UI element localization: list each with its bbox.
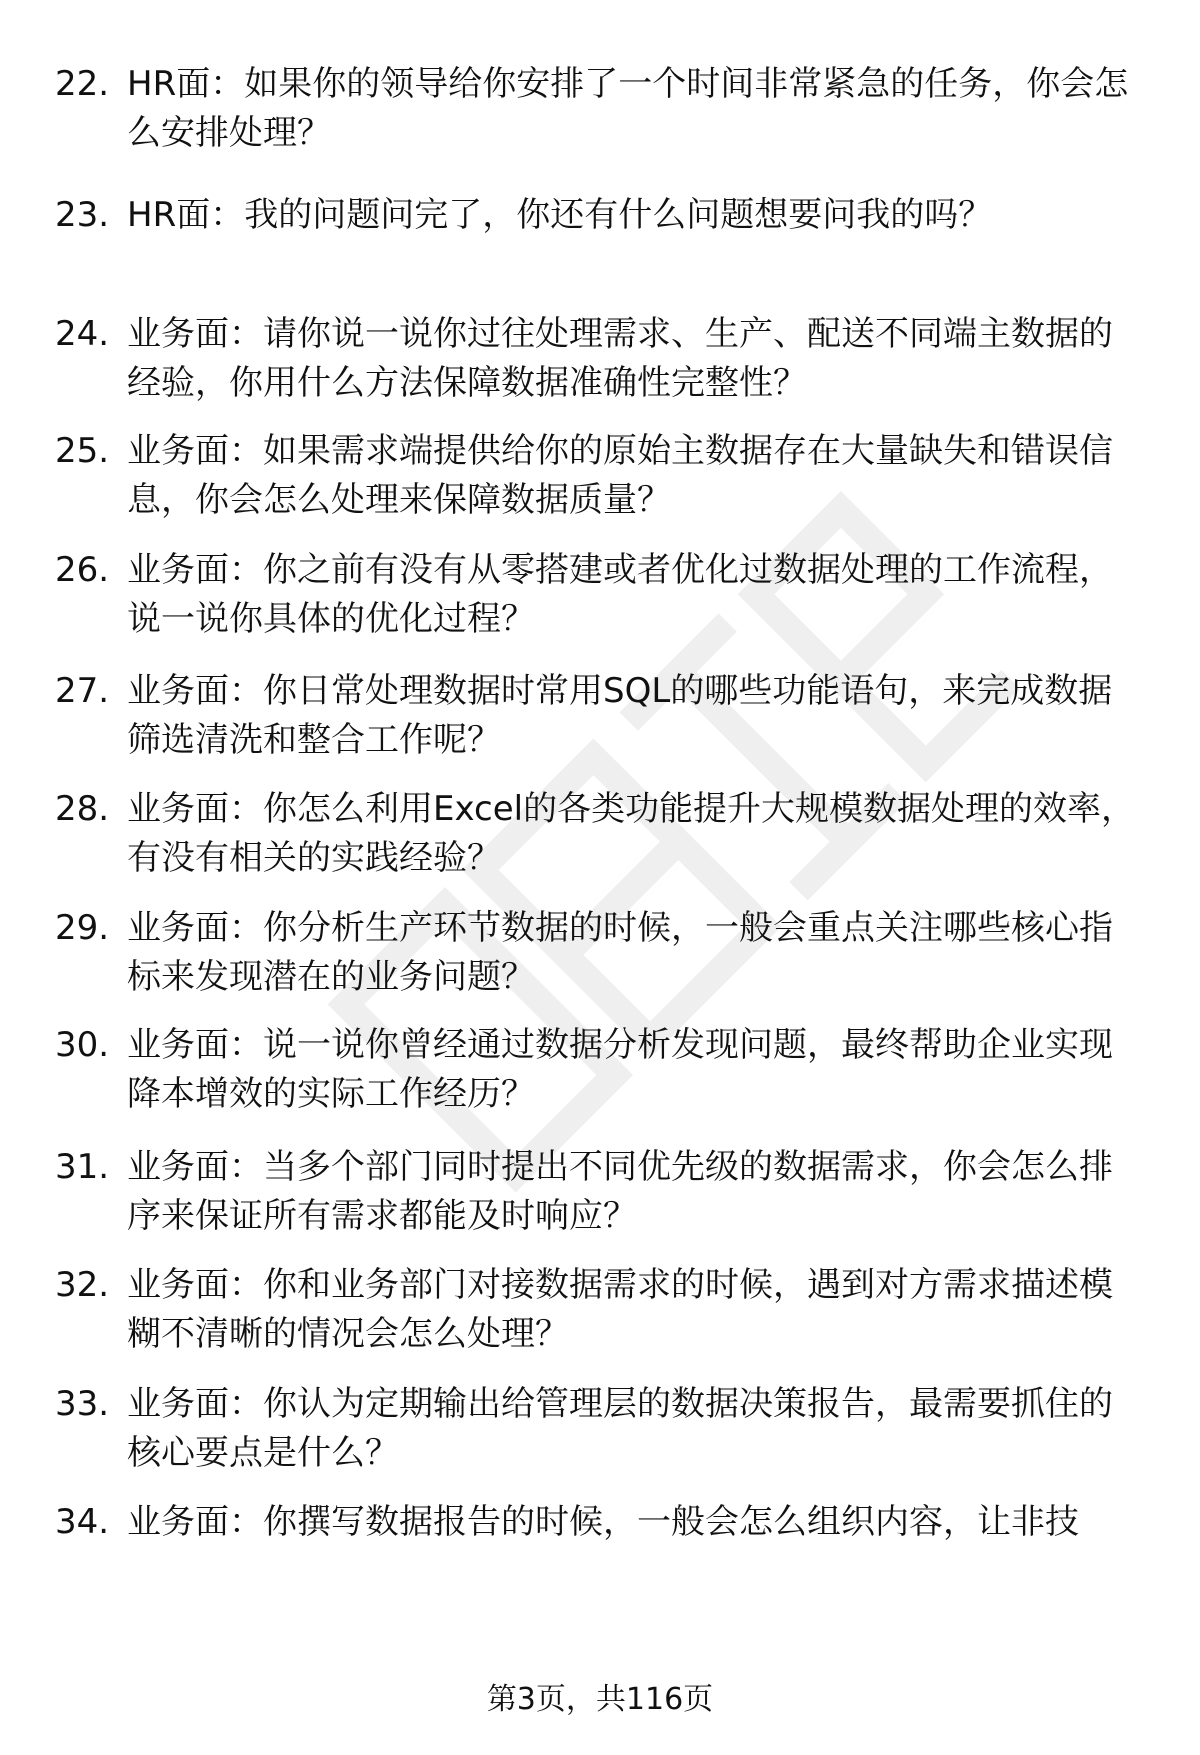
question-text: 业务面：你和业务部门对接数据需求的时候，遇到对方需求描述模糊不清晰的情况会怎么处理？: [127, 1265, 1113, 1354]
question-item: [55, 1143, 1155, 1261]
question-text: 业务面：你分析生产环节数据的时候，一般会重点关注哪些核心指标来发现潜在的业务问题？: [127, 908, 1113, 997]
question-text: 业务面：你怎么利用Excel的各类功能提升大规模数据处理的效率，有没有相关的实践经验？: [127, 789, 1136, 878]
question-item: [55, 191, 1155, 310]
question-list: [55, 60, 1155, 1558]
question-text: HR面：我的问题问完了，你还有什么问题想要问我的吗？: [127, 195, 993, 235]
question-text: 业务面：你撰写数据报告的时候，一般会怎么组织内容，让非技: [127, 1502, 1079, 1542]
question-number: 27.: [55, 671, 110, 711]
question-item: [55, 427, 1155, 546]
question-number: 26.: [55, 550, 110, 590]
question-number: 25.: [55, 431, 110, 471]
question-text: 业务面：当多个部门同时提出不同优先级的数据需求，你会怎么排序来保证所有需求都能及时响应？: [127, 1147, 1113, 1236]
question-number: 30.: [55, 1025, 110, 1065]
question-item: [55, 1021, 1155, 1143]
question-number: 28.: [55, 789, 110, 829]
question-number: 34.: [55, 1502, 110, 1542]
question-text: 业务面：请你说一说你过往处理需求、生产、配送不同端主数据的经验，你用什么方法保障数据准确性完整性？: [127, 314, 1113, 403]
question-number: 23.: [55, 195, 110, 235]
question-number: 31.: [55, 1147, 110, 1187]
question-item: [55, 1498, 1155, 1558]
question-text: 业务面：如果需求端提供给你的原始主数据存在大量缺失和错误信息，你会怎么处理来保障数据质量？: [127, 431, 1113, 520]
question-item: [55, 60, 1155, 191]
question-item: [55, 667, 1155, 785]
question-text: HR面：如果你的领导给你安排了一个时间非常紧急的任务，你会怎么安排处理？: [127, 64, 1129, 153]
question-item: [55, 1380, 1155, 1498]
question-text: 业务面：你日常处理数据时常用SQL的哪些功能语句，来完成数据筛选清洗和整合工作呢？: [127, 671, 1113, 760]
question-text: 业务面：你认为定期输出给管理层的数据决策报告，最需要抓住的核心要点是什么？: [127, 1384, 1113, 1473]
question-number: 24.: [55, 314, 110, 354]
question-number: 29.: [55, 908, 110, 948]
question-text: 业务面：你之前有没有从零搭建或者优化过数据处理的工作流程，说一说你具体的优化过程？: [127, 550, 1113, 639]
question-item: [55, 904, 1155, 1021]
question-item: [55, 785, 1155, 904]
question-number: 32.: [55, 1265, 110, 1305]
question-text: 业务面：说一说你曾经通过数据分析发现问题，最终帮助企业实现降本增效的实际工作经历？: [127, 1025, 1113, 1114]
question-number: 22.: [55, 64, 110, 104]
page-footer: 第3页，共116页: [486, 1682, 714, 1717]
question-item: [55, 1261, 1155, 1380]
question-item: [55, 310, 1155, 427]
question-number: 33.: [55, 1384, 110, 1424]
question-item: [55, 546, 1155, 667]
